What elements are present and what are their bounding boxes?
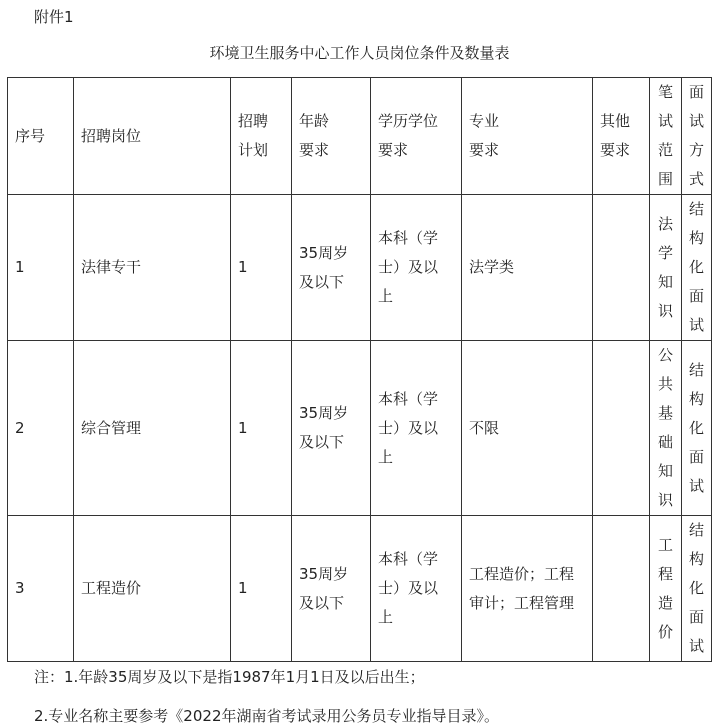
- cell-interview: [682, 195, 712, 341]
- cell-edu-line: 上: [378, 608, 394, 626]
- cell-exam: [650, 516, 682, 662]
- header-seq: 序号: [8, 78, 74, 195]
- cell-age-line: 35周岁: [299, 404, 349, 422]
- table-row: [8, 516, 712, 662]
- table-row: [8, 341, 712, 516]
- attachment-label: 附件1: [34, 8, 74, 26]
- cell-edu-line: 士）及以: [378, 258, 439, 276]
- header-edu-line: 学历学位: [378, 112, 439, 130]
- header-major-line: 专业: [469, 112, 500, 130]
- cell-seq: 2: [8, 341, 74, 516]
- cell-edu: [371, 195, 462, 341]
- header-other-line: 其他: [600, 112, 631, 130]
- cell-age: [292, 516, 371, 662]
- header-age-line: 要求: [299, 141, 330, 159]
- cell-age: [292, 195, 371, 341]
- header-major: [462, 78, 593, 195]
- cell-age: [292, 341, 371, 516]
- header-edu: [371, 78, 462, 195]
- header-post: 招聘岗位: [74, 78, 231, 195]
- cell-seq: 3: [8, 516, 74, 662]
- cell-major: [462, 195, 593, 341]
- cell-other: [593, 341, 650, 516]
- cell-major: [462, 516, 593, 662]
- cell-edu-line: 士）及以: [378, 418, 439, 437]
- cell-age-line: 35周岁: [299, 564, 349, 583]
- table-row: [8, 195, 712, 341]
- cell-edu-line: 本科（学: [378, 389, 439, 408]
- cell-exam-text: 工程造价: [657, 535, 673, 641]
- header-exam: [650, 78, 682, 195]
- cell-edu-line: 本科（学: [378, 229, 439, 247]
- cell-age-line: 及以下: [299, 433, 345, 451]
- cell-major-line: 工程造价；工程: [469, 564, 575, 583]
- cell-interview-text: 结构化面试: [688, 200, 704, 334]
- cell-other: [593, 516, 650, 662]
- positions-table: [7, 77, 712, 662]
- cell-plan: 1: [231, 341, 292, 516]
- cell-exam: [650, 341, 682, 516]
- header-plan-line: 计划: [238, 141, 269, 159]
- cell-post: 工程造价: [74, 516, 231, 662]
- cell-post: 法律专干: [74, 195, 231, 341]
- header-interview: [682, 78, 712, 195]
- cell-seq: 1: [8, 195, 74, 341]
- header-exam-text: 笔试范围: [657, 83, 673, 188]
- header-other: [593, 78, 650, 195]
- cell-interview-text: 结构化面试: [688, 360, 704, 495]
- cell-plan: 1: [231, 516, 292, 662]
- cell-interview: [682, 516, 712, 662]
- header-row: [8, 78, 712, 195]
- cell-other: [593, 195, 650, 341]
- header-edu-line: 要求: [378, 141, 409, 159]
- cell-edu: [371, 516, 462, 662]
- cell-major-line: 不限: [469, 418, 500, 437]
- footnote-age: 注：1.年龄35周岁及以下是指1987年1月1日及以后出生；: [34, 668, 425, 686]
- cell-exam-text: 法学知识: [657, 214, 673, 320]
- cell-exam-text: 公共基础知识: [657, 346, 673, 509]
- cell-age-line: 及以下: [299, 593, 345, 612]
- header-plan-line: 招聘: [238, 112, 269, 130]
- cell-edu-line: 本科（学: [378, 550, 439, 568]
- cell-exam: [650, 195, 682, 341]
- cell-major: [462, 341, 593, 516]
- cell-edu-line: 士）及以: [378, 579, 439, 597]
- header-other-line: 要求: [600, 141, 631, 159]
- header-age-line: 年龄: [299, 112, 330, 130]
- cell-interview: [682, 341, 712, 516]
- footnote-major: 2.专业名称主要参考《2022年湖南省考试录用公务员专业指导目录》。: [34, 707, 499, 725]
- cell-interview-text: 结构化面试: [688, 521, 704, 655]
- document-title: 环境卫生服务中心工作人员岗位条件及数量表: [209, 44, 510, 62]
- cell-edu: [371, 341, 462, 516]
- header-plan: [231, 78, 292, 195]
- cell-plan: 1: [231, 195, 292, 341]
- cell-age-line: 35周岁: [299, 243, 349, 262]
- cell-post: 综合管理: [74, 341, 231, 516]
- cell-major-line: 法学类: [469, 258, 515, 276]
- header-age: [292, 78, 371, 195]
- cell-edu-line: 上: [378, 447, 394, 466]
- header-interview-text: 面试方式: [688, 83, 704, 188]
- cell-major-line: 审计；工程管理: [469, 593, 575, 612]
- cell-edu-line: 上: [378, 287, 394, 305]
- cell-age-line: 及以下: [299, 272, 345, 291]
- header-major-line: 要求: [469, 141, 500, 159]
